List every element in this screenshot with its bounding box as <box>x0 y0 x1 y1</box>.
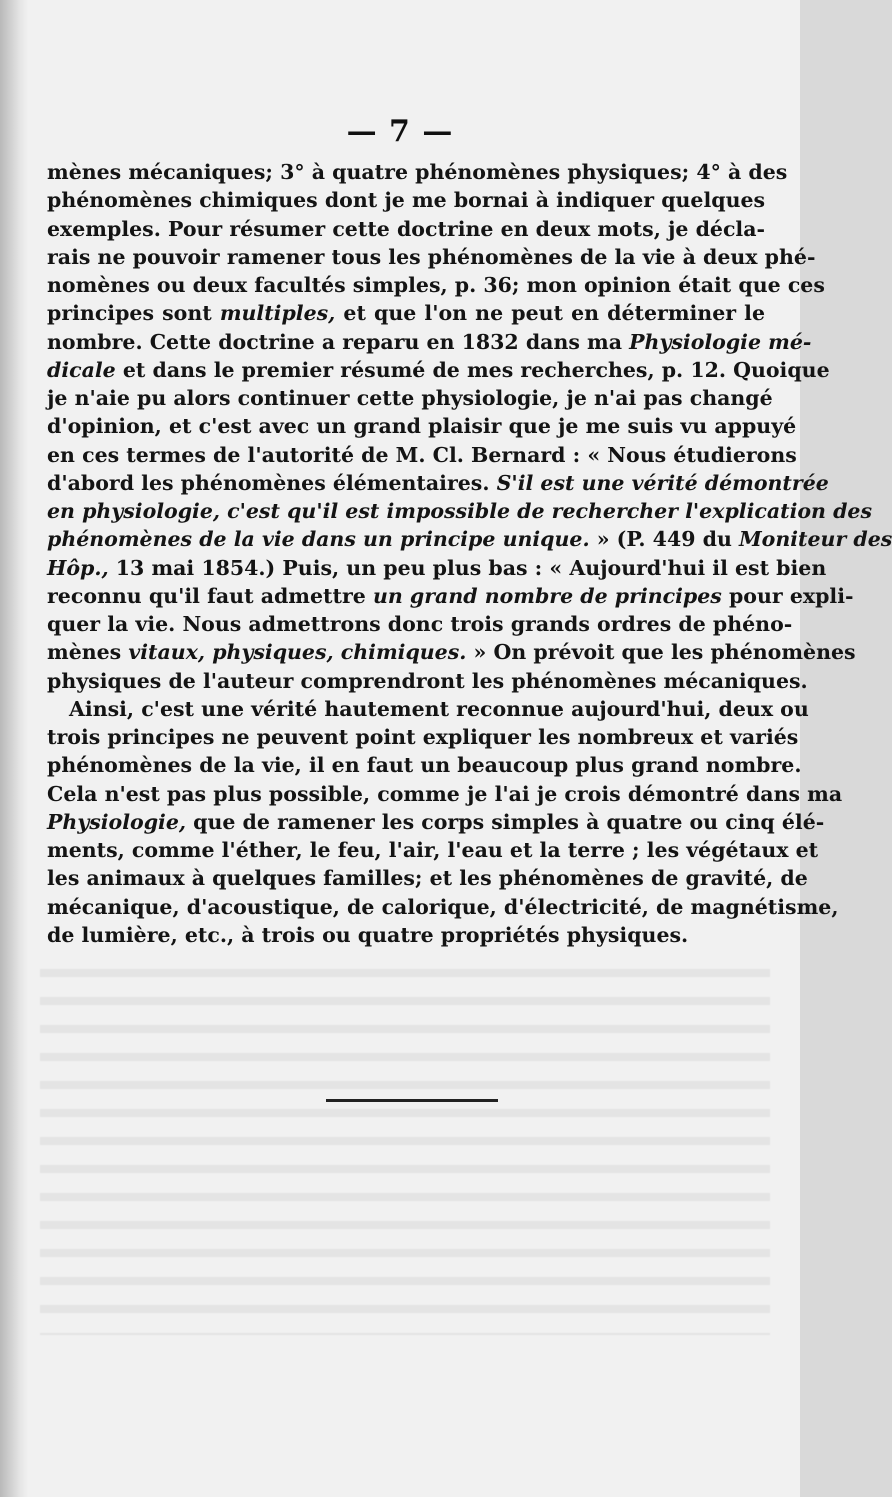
italic-text: Physiologie mé- <box>629 329 812 354</box>
text-run: rais ne pouvoir ramener tous les phénomènes de la vie à deux phé- <box>47 244 816 269</box>
text-run: je n'aie pu alors continuer cette physiologie, je n'ai pas changé <box>47 386 773 410</box>
page-gutter-shadow <box>0 0 28 1497</box>
text-line <box>47 441 797 469</box>
text-line <box>47 215 765 243</box>
text-line <box>47 751 802 779</box>
show-through-text <box>40 955 770 1335</box>
section-rule <box>326 1099 498 1102</box>
italic-text: Physiologie, <box>47 809 186 834</box>
text-line <box>47 723 799 751</box>
text-run: et que l'on ne peut en déterminer le <box>335 301 765 326</box>
text-line <box>47 384 773 412</box>
text-run: exemples. Pour résumer cette doctrine en deux mots, je décla- <box>47 216 766 241</box>
text-run: quer la vie. Nous admettrons donc trois grands ordres de phéno- <box>47 612 793 636</box>
text-run: principes sont <box>47 301 220 326</box>
text-run: physiques de l'auteur comprendront les phénomènes mécaniques. <box>47 668 808 693</box>
text-line <box>47 271 825 299</box>
text-line <box>47 836 819 864</box>
italic-text: dicale <box>47 357 116 382</box>
text-run: reconnu qu'il faut admettre <box>47 583 373 608</box>
text-line <box>47 864 808 892</box>
text-run: nombre. Cette doctrine a reparu en 1832 dans ma <box>47 329 630 354</box>
text-line <box>47 808 825 836</box>
text-line <box>47 328 812 356</box>
text-line <box>47 243 816 271</box>
italic-text: Hôp., <box>47 555 109 580</box>
text-run: nomènes ou deux facultés simples, p. 36; mon opinion était que ces <box>47 273 825 297</box>
text-line <box>47 412 797 440</box>
text-line <box>47 893 839 921</box>
text-run: les animaux à quelques familles; et les phénomènes de gravité, de <box>47 866 808 891</box>
italic-text: multiples, <box>219 301 336 326</box>
text-run: d'opinion, et c'est avec un grand plaisir que je me suis vu appuyé <box>47 414 797 439</box>
text-run: trois principes ne peuvent point expliquer les nombreux et variés <box>47 725 799 749</box>
italic-text: Moniteur des <box>738 527 892 552</box>
text-run: » On prévoit que les phénomènes <box>466 640 856 665</box>
text-line <box>47 356 830 384</box>
text-run: ments, comme l'éther, le feu, l'air, l'eau et la terre ; les végétaux et <box>47 838 819 862</box>
page-number: — 7 — <box>346 114 454 149</box>
text-line <box>47 299 765 327</box>
text-run: que de ramener les corps simples à quatre ou cinq élé- <box>186 809 825 834</box>
text-run: d'abord les phénomènes élémentaires. <box>47 470 497 495</box>
text-run: 13 mai 1854.) Puis, un peu plus bas : « Aujourd'hui il est bien <box>108 555 827 580</box>
text-run: mènes <box>47 640 129 665</box>
text-run: mécanique, d'acoustique, de calorique, d'électricité, de magnétisme, <box>47 894 839 919</box>
text-line <box>47 186 765 214</box>
italic-text: un grand nombre de principes <box>372 583 722 608</box>
text-run: mènes mécaniques; 3° à quatre phénomènes physiques; 4° à des <box>47 160 788 184</box>
text-run: Cela n'est pas plus possible, comme je l'ai je crois démontré dans ma <box>47 781 843 806</box>
text-run: de lumière, etc., à trois ou quatre propriétés physiques. <box>47 922 689 947</box>
text-line <box>47 667 808 695</box>
text-run: phénomènes chimiques dont je me bornai à indiquer quelques <box>47 188 766 213</box>
text-run: en ces termes de l'autorité de M. Cl. Bernard : « Nous étudierons <box>47 442 797 467</box>
text-run: Ainsi, c'est une vérité hautement reconnue aujourd'hui, deux ou <box>69 696 809 721</box>
italic-text: vitaux, physiques, chimiques. <box>128 640 467 665</box>
body-text <box>47 158 892 949</box>
text-line <box>47 554 827 582</box>
text-run: pour expli- <box>721 583 854 608</box>
text-line <box>47 695 809 723</box>
text-line <box>47 780 843 808</box>
text-line <box>47 921 765 949</box>
text-line <box>47 158 788 186</box>
text-line <box>47 497 873 525</box>
text-line <box>47 610 793 638</box>
italic-text: en physiologie, c'est qu'il est impossible de rechercher l'explication des <box>47 499 873 523</box>
text-line <box>47 525 892 553</box>
text-line <box>47 469 829 497</box>
text-run: phénomènes de la vie, il en faut un beaucoup plus grand nombre. <box>47 753 802 778</box>
text-line <box>47 638 856 666</box>
text-line <box>47 582 854 610</box>
text-run: » (P. 449 du <box>589 527 739 552</box>
text-run: et dans le premier résumé de mes recherches, p. 12. Quoique <box>115 357 830 382</box>
italic-text: S'il est une vérité démontrée <box>496 470 829 495</box>
italic-text: phénomènes de la vie dans un principe unique. <box>47 527 590 552</box>
